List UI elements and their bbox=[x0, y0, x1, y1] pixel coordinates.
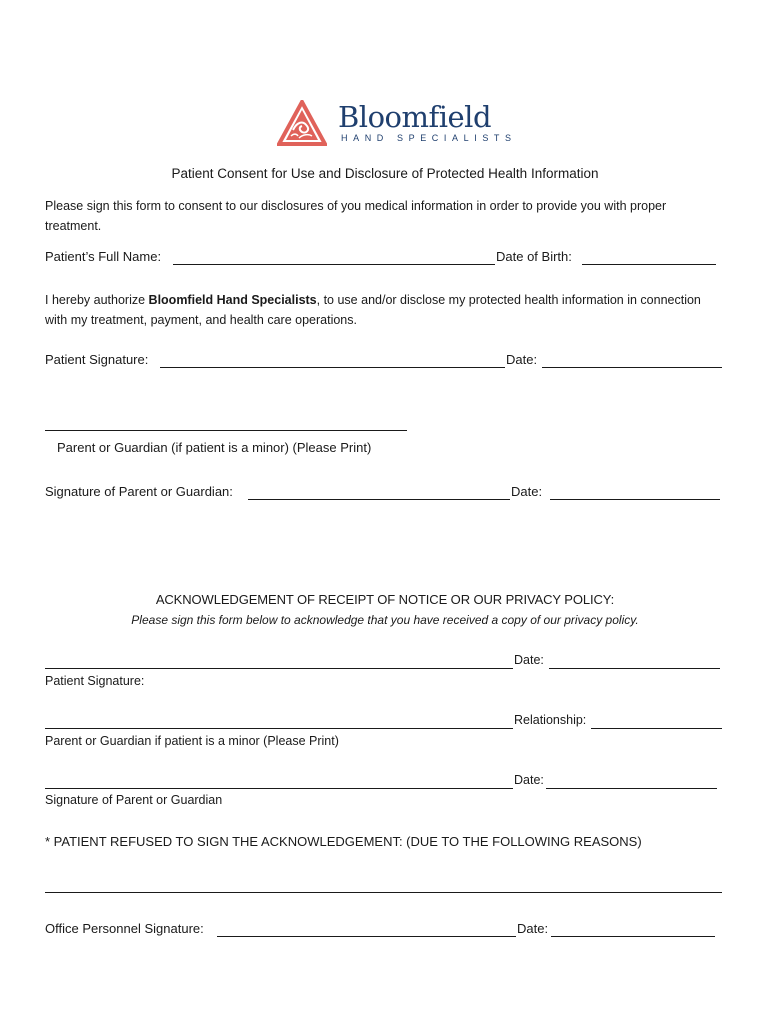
acknowledgement-subtitle: Please sign this form below to acknowledge that you have received a copy of our privacy policy. bbox=[131, 613, 639, 627]
patient-signature-label: Patient Signature: bbox=[45, 352, 149, 367]
patient-date-field[interactable] bbox=[542, 352, 722, 368]
guardian-print-label: Parent or Guardian (if patient is a minor) (Please Print) bbox=[57, 440, 372, 455]
ack-patient-date-field[interactable] bbox=[549, 653, 720, 669]
ack-guardian-print-field[interactable] bbox=[45, 713, 513, 729]
hands-triangle-icon bbox=[277, 100, 327, 146]
authorize-suffix: , to use and/or disclose my protected health information in connection with my treatment, payment, and health care operations. bbox=[45, 293, 701, 327]
patient-signature-field[interactable] bbox=[160, 352, 505, 368]
bloomfield-logo bbox=[277, 100, 517, 148]
ack-guardian-date-field[interactable] bbox=[546, 773, 717, 789]
ack-guardian-signature-field[interactable] bbox=[45, 773, 513, 789]
guardian-date-field[interactable] bbox=[550, 484, 720, 500]
logo-tagline: HAND SPECIALISTS bbox=[341, 133, 517, 143]
full-name-label: Patient’s Full Name: bbox=[45, 249, 162, 264]
form-intro: Please sign this form to consent to our disclosures of you medical information in order to provide you with proper treatment. bbox=[45, 199, 667, 233]
ack-guardian-signature-caption: Signature of Parent or Guardian bbox=[45, 793, 223, 807]
ack-patient-signature-field[interactable] bbox=[45, 653, 513, 669]
authorize-entity: Bloomfield Hand Specialists bbox=[148, 293, 317, 307]
guardian-print-field[interactable] bbox=[45, 415, 407, 431]
refused-reasons-field[interactable] bbox=[45, 877, 722, 893]
logo-name: Bloomfield bbox=[338, 100, 492, 134]
dob-label: Date of Birth: bbox=[496, 249, 572, 264]
office-date-field[interactable] bbox=[551, 921, 715, 937]
ack-patient-signature-caption: Patient Signature: bbox=[45, 674, 145, 688]
office-date-label: Date: bbox=[517, 921, 549, 936]
acknowledgement-title: ACKNOWLEDGEMENT OF RECEIPT OF NOTICE OR OUR PRIVACY POLICY: bbox=[155, 592, 615, 607]
form-title: Patient Consent for Use and Disclosure of Protected Health Information bbox=[171, 166, 599, 181]
full-name-field[interactable] bbox=[173, 249, 495, 265]
ack-guardian-print-caption: Parent or Guardian if patient is a minor (Please Print) bbox=[45, 734, 339, 748]
ack-relationship-label: Relationship: bbox=[514, 713, 587, 727]
guardian-signature-label: Signature of Parent or Guardian: bbox=[45, 484, 233, 499]
ack-patient-date-label: Date: bbox=[514, 653, 544, 667]
guardian-date-label: Date: bbox=[511, 484, 543, 499]
ack-guardian-date-label: Date: bbox=[514, 773, 544, 787]
refused-label: * PATIENT REFUSED TO SIGN THE ACKNOWLEDGEMENT: (DUE TO THE FOLLOWING REASONS) bbox=[45, 834, 642, 849]
authorize-prefix: I hereby authorize bbox=[45, 293, 149, 307]
authorization-statement bbox=[45, 290, 725, 330]
guardian-signature-field[interactable] bbox=[248, 484, 510, 500]
dob-field[interactable] bbox=[582, 249, 716, 265]
patient-date-label: Date: bbox=[506, 352, 538, 367]
ack-relationship-field[interactable] bbox=[591, 713, 722, 729]
office-signature-label: Office Personnel Signature: bbox=[45, 921, 204, 936]
office-signature-field[interactable] bbox=[217, 921, 516, 937]
